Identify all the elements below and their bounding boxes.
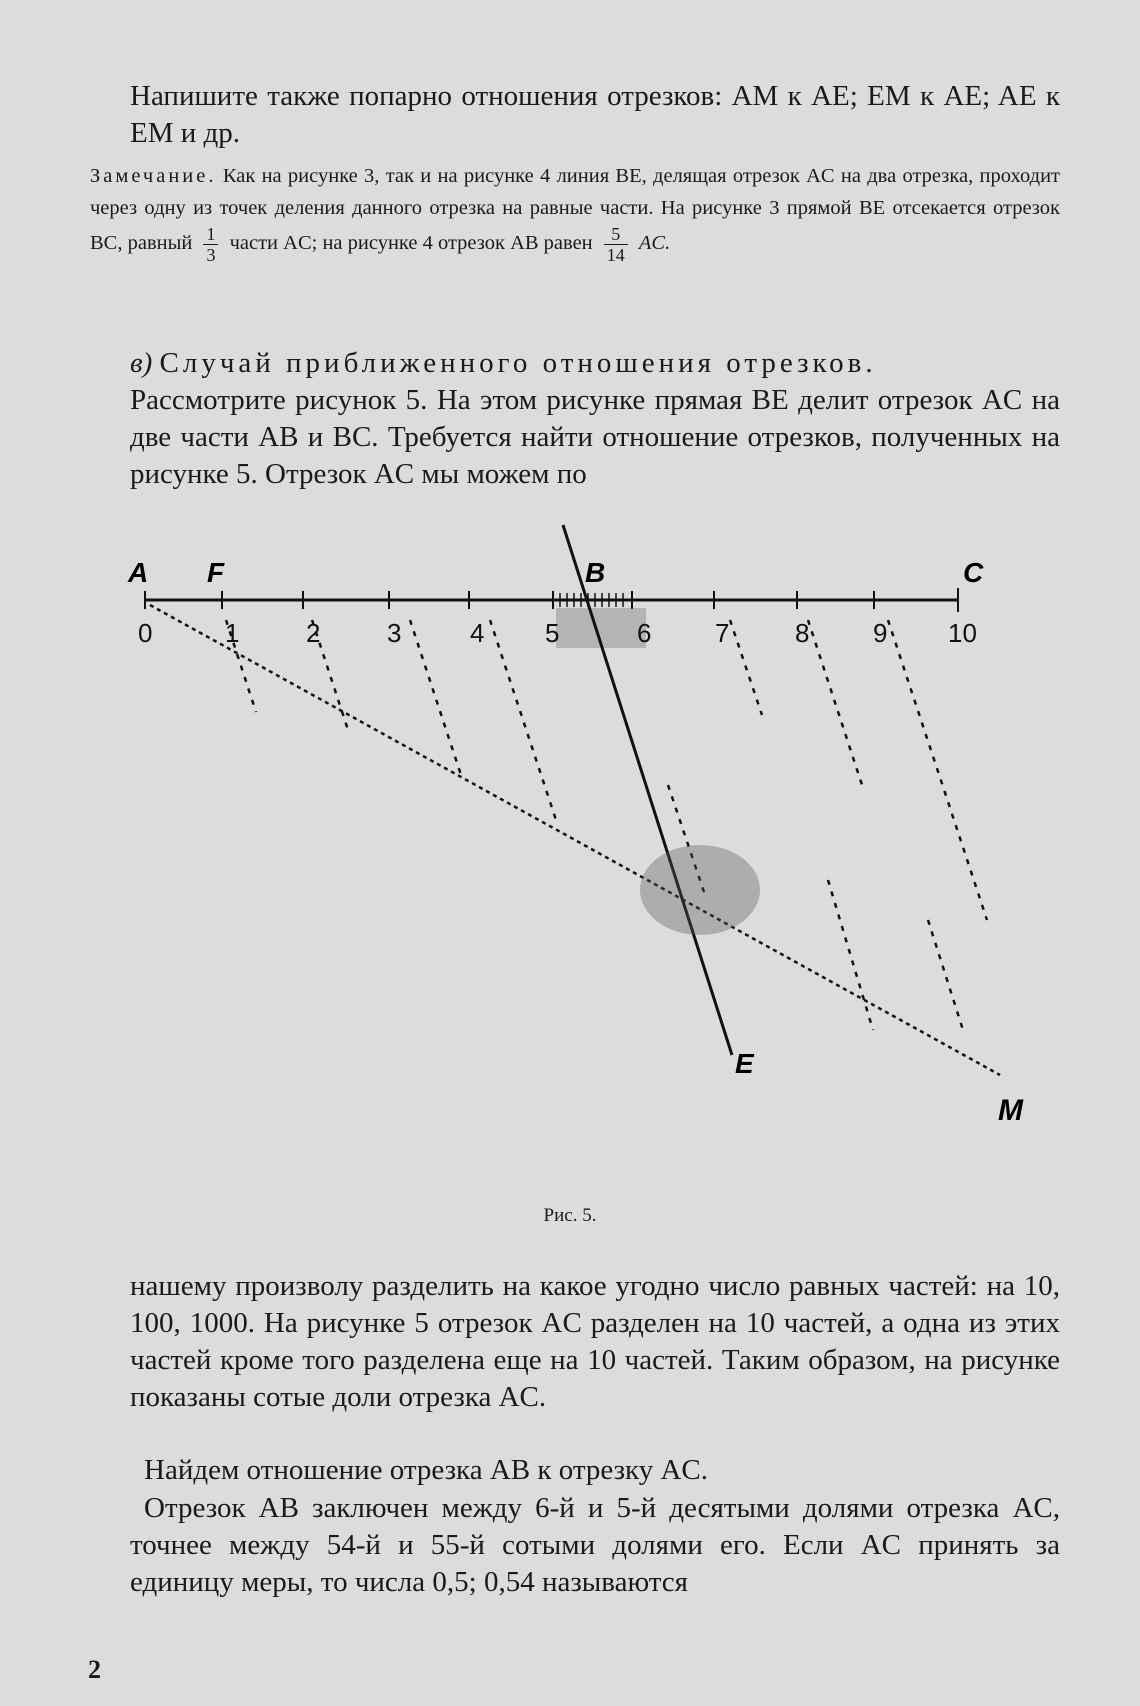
line-be <box>563 525 732 1055</box>
continuation-paragraph-3: Отрезок AB заключен между 6-й и 5-й десятыми долями отрезка AC, точнее между 54-й и 55-й сотыми долями его. Если AC принять за единицу меры, то числа 0,5; 0,54 называются <box>130 1492 1060 1598</box>
section-marker: в) <box>130 347 153 379</box>
section-heading <box>130 345 1060 382</box>
label-c: C <box>963 557 984 588</box>
shaded-intersection <box>640 845 760 935</box>
note-text-2: части AC; на рисунке 4 отрезок AB равен <box>229 232 593 255</box>
tick-label-5: 5 <box>545 618 560 648</box>
parallel-dashed-lines <box>226 620 987 1030</box>
section-body: Рассмотрите рисунок 5. На этом рисунке прямая BE делит отрезок AC на две части AB и BC. Требуется найти отношение отрезков, полученных на рисунке 5. Отрезок AC мы можем по <box>130 384 1060 490</box>
note-paragraph <box>90 160 1060 265</box>
fraction-one-third <box>203 224 218 265</box>
label-a: A <box>128 557 149 588</box>
tick-label-2: 2 <box>306 618 321 648</box>
figure-5-diagram <box>0 520 1140 1190</box>
intro-paragraph: Напишите также попарно отношения отрезков: AM к AE; EM к AE; AE к EM и др. <box>130 80 1060 149</box>
fraction-2-denominator: 14 <box>606 245 625 265</box>
page-number: 2 <box>88 1655 101 1684</box>
continuation-paragraph-2: Найдем отношение отрезка AB к отрезку AC. <box>144 1454 708 1486</box>
tick-label-7: 7 <box>715 618 730 648</box>
tick-label-3: 3 <box>387 618 402 648</box>
label-e: E <box>735 1048 754 1079</box>
tick-label-1: 1 <box>225 618 240 648</box>
section-title: Случай приближенного отношения отрезков. <box>159 347 877 379</box>
fraction-five-fourteenths <box>604 224 628 265</box>
fraction-2-numerator: 5 <box>604 224 628 245</box>
tick-label-9: 9 <box>873 618 888 648</box>
figure-caption: Рис. 5. <box>543 1205 597 1226</box>
label-f: F <box>207 557 225 588</box>
label-m: M <box>998 1094 1023 1127</box>
line-am <box>150 605 1000 1075</box>
note-text-3: AC. <box>638 232 671 255</box>
tick-label-8: 8 <box>795 618 810 648</box>
note-text-1: Как на рисунке 3, так и на рисунке 4 линия BE, делящая отрезок AC на два отрезка, проходит через одну из точек деления данного отрезка на равные части. На рисунке 3 прямой BE отсекается отрезок BC, равный <box>90 165 1060 255</box>
continuation-paragraph-1: нашему произволу разделить на какое угодно число равных частей: на 10, 100, 1000. На рисунке 5 отрезок AC разделен на 10 частей, а одна из этих частей кроме того разделена еще на 10 частей. Таким образом, на рисунке показаны сотые доли отрезка AC. <box>130 1270 1060 1413</box>
fraction-1-numerator: 1 <box>203 224 218 245</box>
tick-label-6: 6 <box>637 618 652 648</box>
fraction-1-denominator: 3 <box>206 245 216 265</box>
tick-label-10: 10 <box>948 618 977 648</box>
label-b: B <box>585 557 606 588</box>
tick-label-0: 0 <box>138 618 153 648</box>
tick-labels <box>138 618 977 648</box>
tick-label-4: 4 <box>470 618 485 648</box>
note-label: Замечание. <box>90 165 217 187</box>
